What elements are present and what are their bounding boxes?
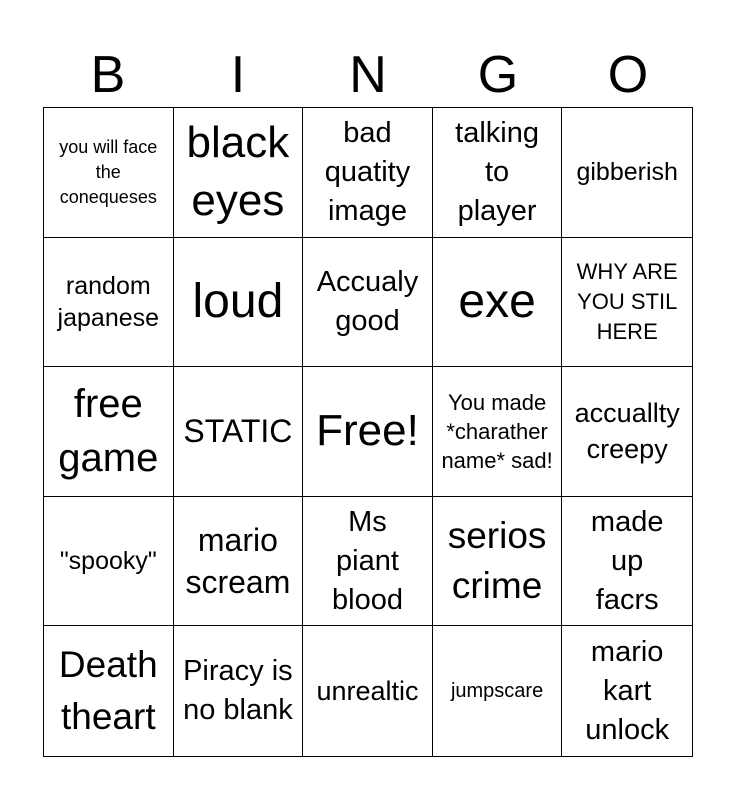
cell-text: Accualy good	[316, 265, 419, 337]
cell-text: you will face the conequeses	[59, 136, 158, 207]
bingo-cell[interactable]	[44, 367, 174, 497]
cell-text: random japanese	[57, 271, 160, 332]
bingo-cell[interactable]	[174, 367, 304, 497]
bingo-cell[interactable]	[44, 108, 174, 238]
cell-text: mario scream	[185, 522, 291, 601]
bingo-cell[interactable]	[562, 238, 692, 368]
bingo-cell[interactable]	[303, 497, 433, 627]
bingo-cell[interactable]	[433, 497, 563, 627]
bingo-cell[interactable]	[44, 626, 174, 756]
cell-text: STATIC	[183, 413, 293, 450]
bingo-cell[interactable]	[433, 108, 563, 238]
bingo-cell[interactable]	[303, 626, 433, 756]
bingo-cell[interactable]	[303, 108, 433, 238]
header-letter-b: B	[90, 46, 126, 104]
bingo-cell[interactable]	[44, 238, 174, 368]
bingo-cell[interactable]	[44, 497, 174, 627]
cell-text: "spooky"	[59, 546, 157, 575]
bingo-header	[43, 46, 693, 104]
cell-text: mario kart unlock	[585, 635, 670, 746]
cell-text: Free!	[316, 406, 419, 456]
cell-text: talking to player	[455, 116, 539, 227]
cell-text: black eyes	[186, 118, 290, 226]
cell-text: Ms piant blood	[332, 505, 403, 616]
bingo-cell[interactable]	[174, 626, 304, 756]
cell-text: You made *charather name* sad!	[441, 389, 553, 473]
header-letter-o: O	[607, 46, 649, 104]
cell-text: gibberish	[576, 157, 678, 186]
cell-text: exe	[458, 274, 536, 328]
header-letter-g: G	[477, 46, 519, 104]
cell-text: Death theart	[58, 644, 158, 738]
bingo-cell[interactable]	[174, 108, 304, 238]
bingo-cell[interactable]	[174, 238, 304, 368]
cell-text: serios crime	[447, 515, 547, 607]
header-letter-i: I	[230, 46, 246, 104]
bingo-cell[interactable]	[174, 497, 304, 627]
cell-text: loud	[192, 274, 284, 328]
cell-text: unrealtic	[316, 675, 419, 706]
bingo-grid	[43, 107, 693, 757]
bingo-cell[interactable]	[562, 108, 692, 238]
cell-text: free game	[58, 382, 159, 481]
bingo-cell[interactable]	[433, 238, 563, 368]
cell-text: WHY ARE YOU STIL HERE	[576, 258, 678, 344]
header-letter-n: N	[349, 46, 387, 104]
bingo-cell[interactable]	[562, 626, 692, 756]
cell-text: made up facrs	[590, 505, 664, 616]
cell-text: Piracy is no blank	[183, 655, 293, 727]
bingo-cell[interactable]	[303, 367, 433, 497]
cell-text: bad quatity image	[324, 116, 411, 227]
bingo-cell[interactable]	[562, 367, 692, 497]
bingo-cell[interactable]	[562, 497, 692, 627]
cell-text: accuallty creepy	[574, 398, 680, 465]
bingo-cell[interactable]	[303, 238, 433, 368]
bingo-cell[interactable]	[433, 367, 563, 497]
cell-text: jumpscare	[450, 680, 544, 703]
bingo-cell[interactable]	[433, 626, 563, 756]
